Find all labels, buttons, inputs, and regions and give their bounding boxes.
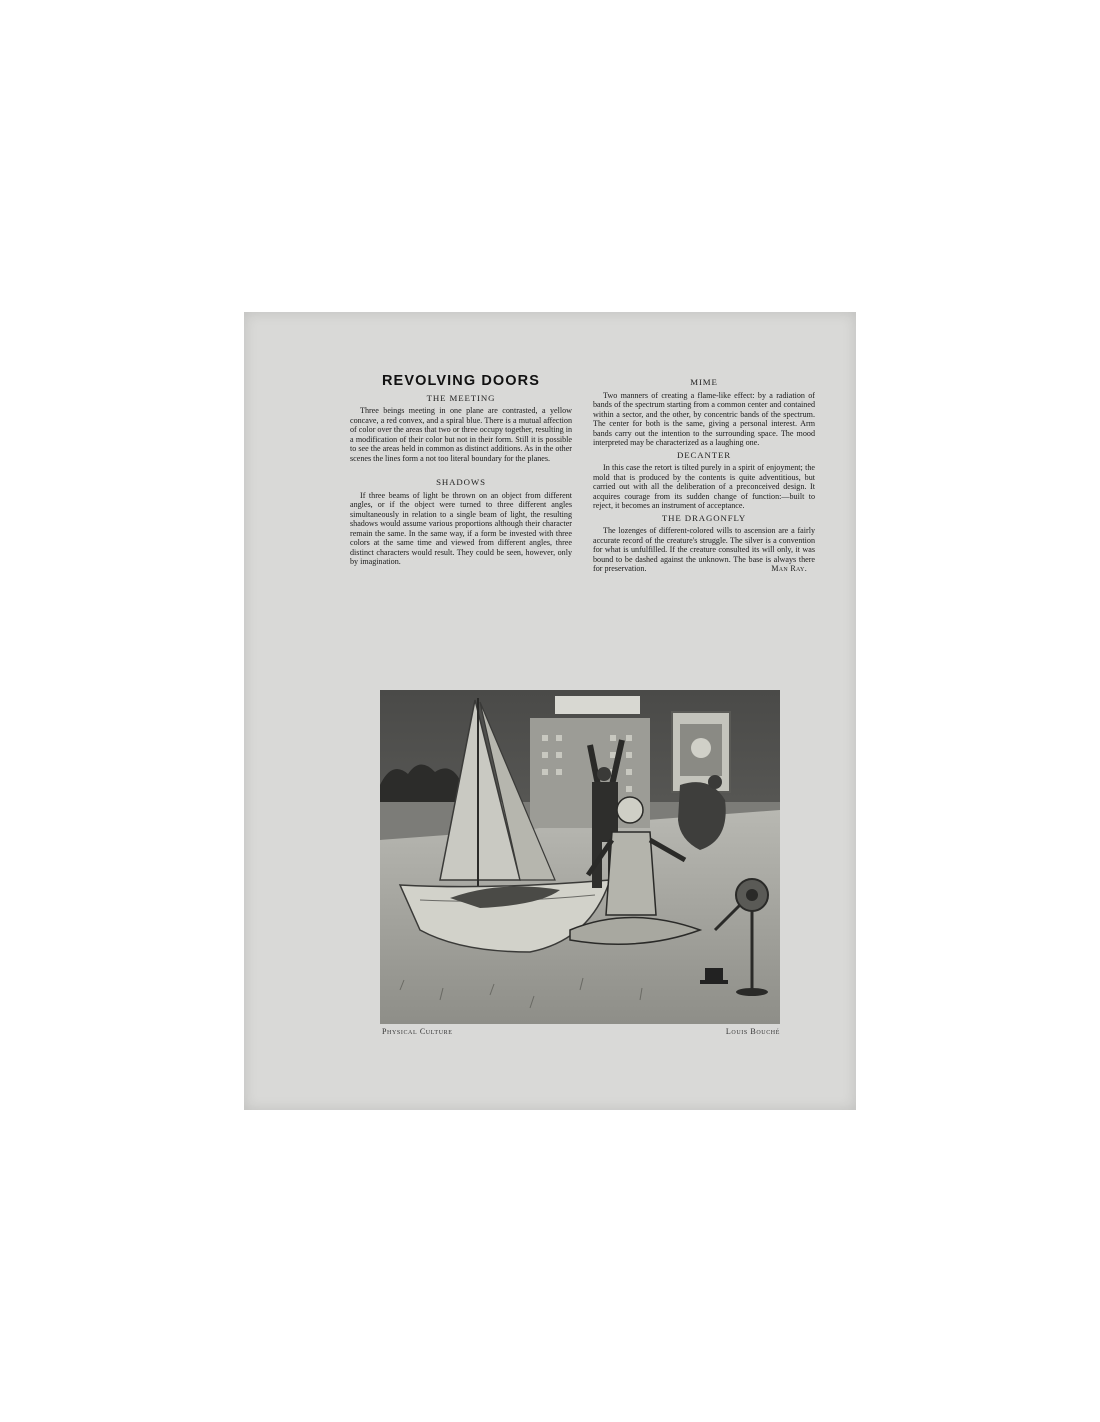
painting-image [380,690,780,1024]
magazine-page [244,312,856,1110]
left-column [350,374,572,570]
section-text-mime: Two manners of creating a flame-like effect: by a radiation of bands of the spectrum starting from a common center and contained within a sector, and the other, by concentric bands of the spectrum. The center for both is the same, giving a personal interest. Arm bands carry out the intention to the surrounding space. The mood interpreted may be characterized as a laughing one. [593,390,815,447]
article-title: REVOLVING DOORS [381,373,541,389]
section-heading-meeting: THE MEETING [426,392,496,403]
author-signature: Man Ray. [771,564,807,573]
dragonfly-text: The lozenges of different-colored wills to ascension are a fairly accurate record of the creature's struggle. The silver is a convention for what is unfulfilled. If the creature consulted its will only, it was bound to be dashed against the unknown. The base is always there for preservation. [593,526,815,573]
section-heading-dragonfly: THE DRAGONFLY [661,512,747,523]
section-text-meeting: Three beings meeting in one plane are contrasted, a yellow concave, a red convex, and a spiral blue. There is a mutual affection of color over the areas that two or three occupy together, resulting in a modification of their color but not in their form. Still it is possible to see the areas held in common as distinct additions. As in the other scenes the lines form a not too literal boundary for the planes. [350,406,572,463]
caption-title: Physical Culture [382,1027,453,1036]
section-text-shadows: If three beams of light be thrown on an object from different angles, or if the object were turned to three different angles simultaneously in relation to a single beam of light, the resulting shadows would assume various proportions although their character remain the same. In the same way, if a form be invested with three colors at the same time and viewed from different angles, three distinct characters would result. They could be seen, however, only by imagination. [350,490,572,566]
section-heading-decanter: DECANTER [676,449,732,460]
painting-reproduction [380,690,780,1024]
section-text-dragonfly [593,526,815,574]
section-text-decanter: In this case the retort is tilted purely in a spirit of enjoyment; the mold that is produced by the contents is quite adventitious, but carried out with all the deliberation of a preconceived design. It acquires courage from its sudden change of function:—built to reject, it becomes an instrument of acceptance. [593,463,815,510]
caption-artist: Louis Bouché [725,1027,780,1036]
right-column [593,378,815,577]
section-heading-shadows: SHADOWS [436,477,486,487]
section-heading-mime: MIME [690,377,718,387]
